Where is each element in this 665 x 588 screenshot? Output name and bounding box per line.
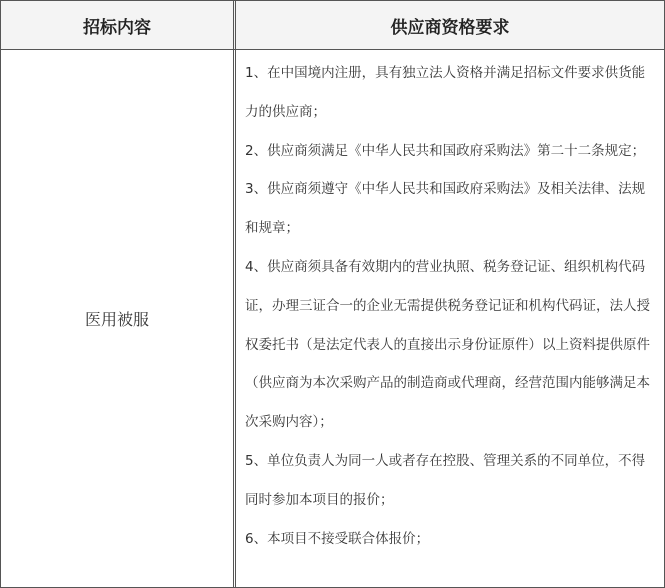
requirement-item: 6、本项目不接受联合体报价； bbox=[245, 530, 430, 547]
header-tender-content: 招标内容 bbox=[83, 17, 151, 38]
tender-item-cell: 医用被服 bbox=[84, 310, 149, 329]
header-supplier-qualifications: 供应商资格要求 bbox=[390, 17, 510, 38]
requirement-item: 4、供应商须具备有效期内的营业执照、税务登记证、组织机构代码证，办理三证合一的企业无需提供税务登记证和机构代码证，法人授权委托书（是法定代表人的直接出示身份证原件）以上资料提供原件（供应商为本次采购产品的制造商或代理商，经营范围内能够满足本次采购内容）； bbox=[245, 258, 650, 431]
requirement-item: 5、单位负责人为同一人或者存在控股、管理关系的不同单位，不得同时参加本项目的报价； bbox=[245, 452, 646, 508]
requirement-item: 2、供应商须满足《中华人民共和国政府采购法》第二十二条规定； bbox=[245, 142, 646, 159]
requirement-item: 3、供应商须遵守《中华人民共和国政府采购法》及相关法律、法规和规章； bbox=[245, 181, 646, 237]
column-divider bbox=[233, 1, 234, 587]
requirements-cell bbox=[245, 54, 653, 558]
table-header-row bbox=[1, 1, 664, 50]
requirement-item: 1、在中国境内注册，具有独立法人资格并满足招标文件要求供货能力的供应商； bbox=[245, 65, 646, 120]
column-divider bbox=[235, 1, 236, 587]
